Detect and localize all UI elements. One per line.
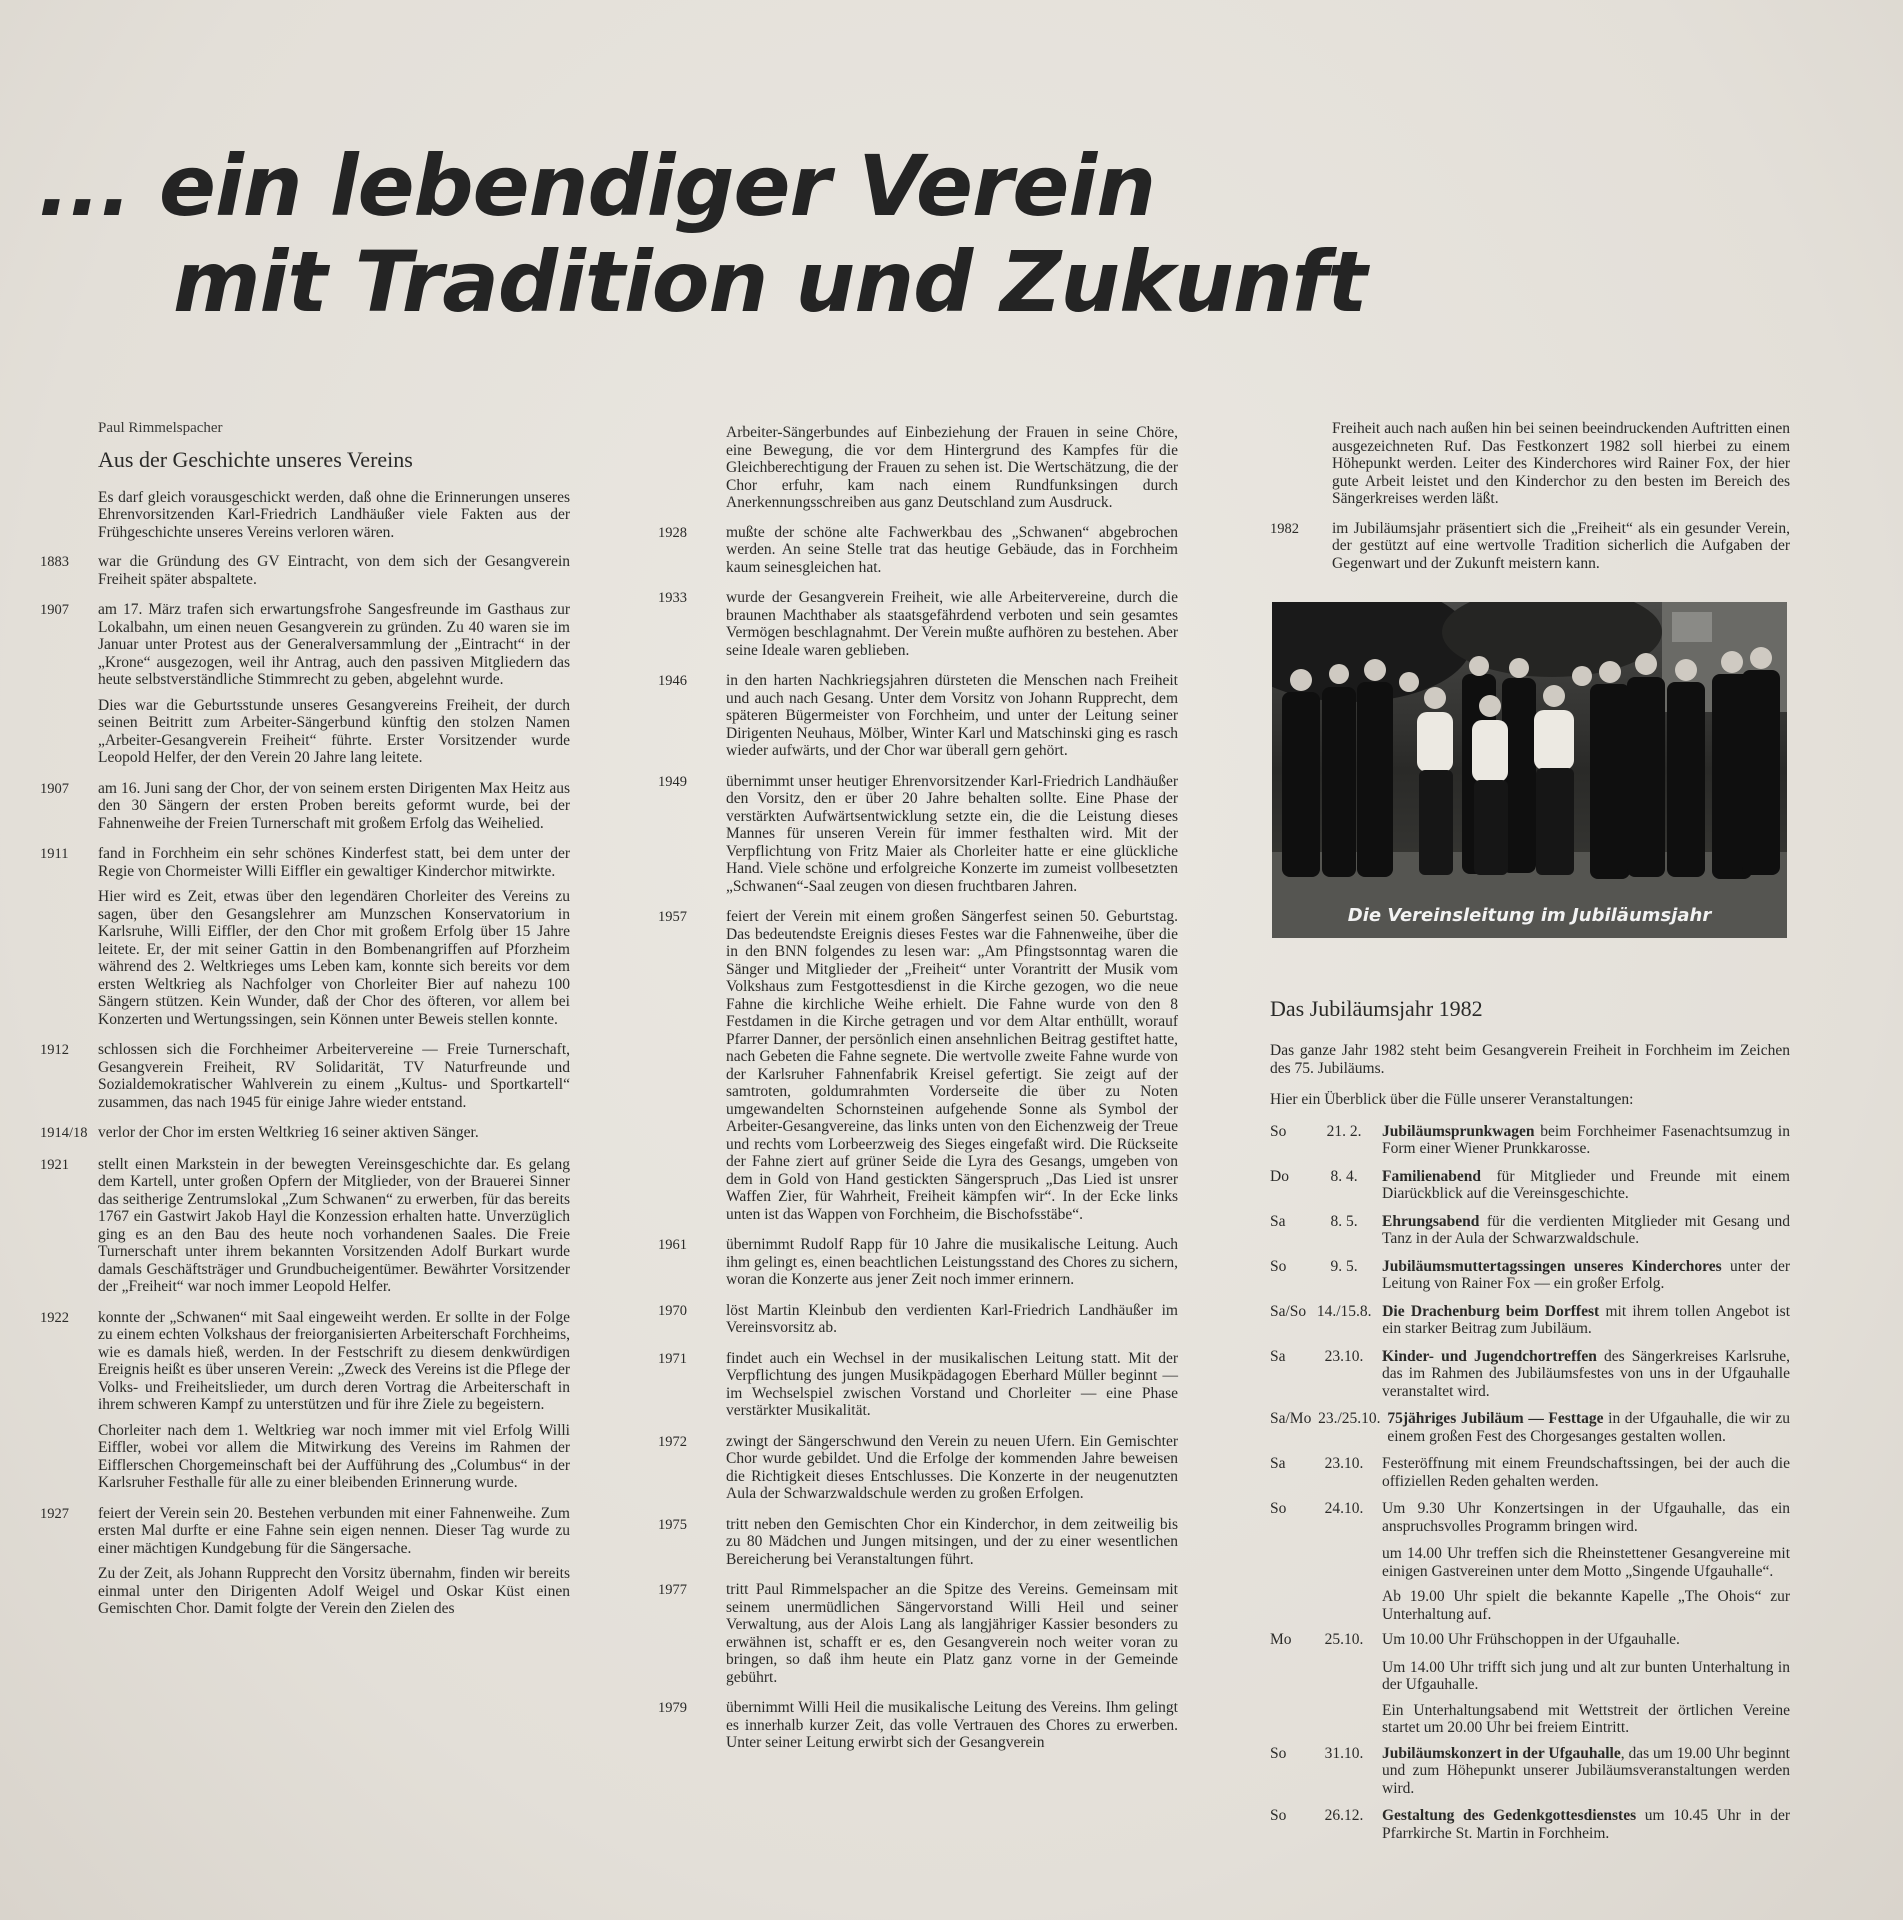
column-3 <box>1270 420 1790 1852</box>
article-intro: Es darf gleich vorausgeschickt werden, daß ohne die Erinnerungen unseres Ehrenvorsitzenden Karl-Friedrich Landhäußer viele Fakten aus der Frühgeschichte unseres Vereins verloren wären. <box>98 488 570 541</box>
event-title: Kinder- und Jugendchortreffen <box>1382 1347 1597 1365</box>
entry-body <box>726 1581 1178 1686</box>
entry-paragraph: mußte der schöne alte Fachwerkbau des „Schwanen“ abgebrochen werden. An seine Stelle trat das heutige Gebäude, das in Forchheim kaum seinesgleichen hat. <box>726 523 1178 576</box>
entry-paragraph: löst Martin Kleinbub den verdienten Karl-Friedrich Landhäußer im Vereinsvorsitz ab. <box>726 1301 1178 1336</box>
event-day: So <box>1270 1257 1287 1275</box>
entry-body <box>98 553 570 588</box>
event-date: 31.10. <box>1324 1744 1364 1762</box>
event-extra: um 14.00 Uhr treffen sich die Rheinstettener Gesangvereine mit einigen Gastvereinen unter dem Motto „Singende Ufgauhalle“. <box>1382 1545 1790 1580</box>
timeline-entry <box>40 780 570 833</box>
timeline-entry <box>658 908 1178 1223</box>
event-extra: Um 14.00 Uhr trifft sich jung und alt zur bunten Unterhaltung in der Ufgauhalle. <box>1382 1658 1790 1693</box>
event-text <box>1382 1455 1790 1490</box>
entry-year: 1928 <box>658 524 687 541</box>
entry-year: 1921 <box>40 1156 69 1173</box>
entry-body <box>98 1041 570 1111</box>
entry-body <box>726 1433 1178 1503</box>
article-heading: Aus der Geschichte unseres Vereins <box>98 446 413 472</box>
timeline-entry <box>40 1124 570 1143</box>
entry-paragraph: verlor der Chor im ersten Weltkrieg 16 seiner aktiven Sänger. <box>98 1124 479 1141</box>
event-text <box>1382 1631 1790 1649</box>
entry-body <box>726 1699 1178 1752</box>
event-description: um 10.45 Uhr in der Pfarrkirche St. Martin in Forchheim. <box>1382 1807 1790 1842</box>
continued-text: Arbeiter-Sängerbundes auf Einbeziehung der Frauen in seine Chöre, eine Bewegung, die vor dem Hintergrund des Kampfes für die Gleichberechtigung der Frauen zu sehen ist. Die Wertschätzung, die der Chor erfuhr, kam nach einem Rundfunksingen durch Anerkennungsschreiben aus ganz Deutschland zum Ausdruck. <box>726 424 1178 511</box>
entry-year: 1957 <box>658 909 687 925</box>
event-description: Festeröffnung mit einem Freundschaftssingen, bei der auch die offiziellen Reden gehalten werden. <box>1382 1455 1790 1490</box>
timeline-entry <box>658 1433 1178 1503</box>
entry-paragraph: konnte der „Schwanen“ mit Saal eingeweiht werden. Er sollte in der Folge zu einem echten Volkshaus der freiorganisierten Arbeiterschaft Forchheims, wie es damals hieß, werden. In der Festschrift zu diesem denkwürdigen Ereignis heißt es über unseren Verein: „Zweck des Vereins ist die Pflege der Volks- und Freiheitslieder, um durch deren Vortrag die Arbeiterschaft in ihrem schweren Kampf zu unterstützen und für ihre Ziele zu begeistern. <box>98 1308 570 1413</box>
jubilee-overview: Hier ein Überblick über die Fülle unserer Veranstaltungen: <box>1270 1091 1634 1108</box>
event-date: 21. 2. <box>1326 1122 1362 1140</box>
entry-year: 1979 <box>658 1700 687 1716</box>
entry-paragraph: in den harten Nachkriegsjahren dürsteten die Menschen nach Freiheit und auch nach Gesang. Unter dem Vorsitz von Johann Rupprecht, dem späteren Bügermeister von Forchheim, und unter der Leitung seiner Dirigenten Neuhaus, Mölber, Winter Karl und Matschinski ging es rasch wieder aufwärts, und der Chor war überall gern gehört. <box>726 672 1178 759</box>
entry-paragraph: tritt Paul Rimmelspacher an die Spitze des Vereins. Gemeinsam mit seinem unermüdlichen Sängervorstand Willi Heil und seiner Verwaltung, aus der Alois Lang als langjähriger Kassier besonders zu erwähnen ist, schafft er es, den Gesangverein noch weiter voran zu bringen, so daß ihm heute ein Platz ganz vorne in der Gemeinde gebührt. <box>726 1581 1178 1686</box>
entry-year: 1982 <box>1270 520 1299 537</box>
timeline-entry <box>658 1302 1178 1337</box>
entry-year: 1961 <box>658 1237 687 1253</box>
group-photo <box>1272 602 1787 938</box>
entry-year: 1922 <box>40 1309 69 1326</box>
event-row <box>1270 1631 1790 1649</box>
entry-body <box>726 1236 1178 1289</box>
event-description: mit ihrem tollen Angebot ist ein starker Beitrag zum Jubiläum. <box>1382 1302 1790 1337</box>
timeline-entry <box>40 1505 570 1618</box>
entry-year: 1975 <box>658 1516 687 1533</box>
event-day: Sa <box>1270 1212 1286 1230</box>
event-description: beim Forchheimer Fasenachtsumzug in Form einer Wiener Prunkkarosse. <box>1382 1122 1790 1157</box>
entry-paragraph: Hier wird es Zeit, etwas über den legendären Chorleiter des Vereins zu sagen, über den Gesangslehrer am Munzschen Konservatorium in Karlsruhe, Willi Eiffler, der den Chor mit großem Erfolg über 15 Jahre leitete. Er, der mit seiner Gattin in den Bombenangriffen auf Pforzheim während des 2. Weltkrieges ums Leben kam, konnte sich bereits vor dem ersten Weltkrieg als Nachfolger von Chorleiter Bier auf nahezu 100 Sängern stützen. Kein Wunder, daß der Chor des öfteren, vor allem bei Konzerten und Wertungssingen, sein Können unter Beweis stellen konnte. <box>98 888 570 1028</box>
timeline-entry <box>658 672 1178 760</box>
timeline-entry <box>658 1350 1178 1420</box>
jubilee-intro: Das ganze Jahr 1982 steht beim Gesangverein Freiheit in Forchheim im Zeichen des 75. Jubiläums. <box>1270 1042 1790 1077</box>
event-day: Sa/So <box>1270 1302 1307 1320</box>
event-description: , das um 19.00 Uhr beginnt und zum Höhepunkt unserer Jubiläumsveranstaltungen werden wird. <box>1382 1744 1790 1797</box>
title-line-1: ... ein lebendiger Verein <box>38 137 1155 235</box>
event-day: Mo <box>1270 1631 1292 1648</box>
event-text <box>1382 1123 1790 1158</box>
entry-body <box>726 1516 1178 1569</box>
entry-paragraph: wurde der Gesangverein Freiheit, wie alle Arbeitervereine, durch die braunen Machthaber als staatsgefährdend verboten und sein gesamtes Vermögen beschlagnahmt. Der Verein mußte aufhören zu bestehen. Aber seine Ideale waren geblieben. <box>726 589 1178 659</box>
event-row <box>1270 1455 1790 1490</box>
entry-paragraph: am 17. März trafen sich erwartungsfrohe Sangesfreunde im Gasthaus zur Lokalbahn, um einen neuen Gesangverein zu gründen. Zu 40 waren sie im Januar unter Protest aus der Generalversammlung der „Eintracht“ in der „Krone“ ausgezogen, weil ihr Antrag, auch den passiven Mitgliedern das heute selbstverständliche Stimmrecht zu geben, abgelehnt wurde. <box>98 601 570 688</box>
event-date: 24.10. <box>1324 1500 1364 1517</box>
timeline-entry <box>40 1156 570 1296</box>
event-date: 14./15.8. <box>1316 1302 1372 1320</box>
event-row <box>1270 1168 1790 1203</box>
event-text <box>1382 1213 1790 1248</box>
entry-year: 1977 <box>658 1582 687 1598</box>
event-text <box>1382 1745 1790 1798</box>
entry-year: 1949 <box>658 773 687 790</box>
entry-body <box>98 845 570 1028</box>
event-description: für die verdienten Mitglieder mit Gesang und Tanz in der Aula der Schwarzwaldschule. <box>1382 1212 1790 1247</box>
timeline-col-1 <box>40 553 570 1618</box>
timeline-entry <box>658 1581 1178 1686</box>
entry-paragraph: Dies war die Geburtsstunde unseres Gesangvereins Freiheit, der durch seinen Beitritt zum Arbeiter-Sängerbund künftig den stolzen Namen „Arbeiter-Gesangverein Freiheit“ führte. Erster Vorsitzender wurde Leopold Helfer, der den Verein 20 Jahre lang leitete. <box>98 696 570 766</box>
entry-year: 1907 <box>40 780 69 797</box>
event-day: Sa/Mo <box>1270 1410 1312 1427</box>
event-date: 23.10. <box>1324 1455 1364 1472</box>
author: Paul Rimmelspacher <box>98 420 223 436</box>
event-date: 25.10. <box>1324 1631 1364 1648</box>
entry-paragraph: im Jubiläumsjahr präsentiert sich die „Freiheit“ als ein gesunder Verein, der gestützt auf eine wertvolle Tradition sicherlich die Aufgaben der Gegenwart und der Zukunft meistern kann. <box>1332 519 1790 572</box>
entry-year: 1912 <box>40 1042 69 1058</box>
entry-year: 1927 <box>40 1505 69 1522</box>
column-2 <box>658 424 1178 1765</box>
event-description: unter der Leitung von Rainer Fox — ein großer Erfolg. <box>1382 1257 1790 1292</box>
event-day: So <box>1270 1122 1287 1140</box>
entry-body <box>726 1350 1178 1420</box>
event-day: Sa <box>1270 1347 1286 1365</box>
event-day: So <box>1270 1807 1287 1824</box>
entry-paragraph: war die Gründung des GV Eintracht, von dem sich der Gesangverein Freiheit später abspaltete. <box>98 553 570 588</box>
group-photo-image <box>1272 602 1787 938</box>
entry-paragraph: schlossen sich die Forchheimer Arbeitervereine — Freie Turnerschaft, Gesangverein Freiheit, RV Solidarität, TV Naturfreunde und Sozialdemokratischer Wahlverein zu einem „Kultus- und Sportkartell“ zusammen, das nach 1945 für einige Jahre wieder entstand. <box>98 1041 570 1111</box>
event-row <box>1270 1348 1790 1401</box>
event-description: in der Ufgauhalle, die wir zu einem großen Fest des Chorgesanges gestalten wollen. <box>1387 1410 1790 1445</box>
event-day: Sa <box>1270 1455 1286 1472</box>
timeline-entry <box>658 1236 1178 1289</box>
entry-paragraph: tritt neben den Gemischten Chor ein Kinderchor, in dem zeitweilig bis zu 80 Mädchen und Jungen mitsingen, und der zu einer wesentlichen Bereicherung bei Veranstaltungen führt. <box>726 1515 1178 1568</box>
event-description: Um 10.00 Uhr Frühschoppen in der Ufgauhalle. <box>1382 1631 1680 1648</box>
entry-body <box>726 672 1178 760</box>
event-text <box>1382 1500 1790 1535</box>
entry-paragraph: fand in Forchheim ein sehr schönes Kinderfest statt, bei dem unter der Regie von Chormeister Willi Eiffler ein gewaltiger Kinderchor mitwirkte. <box>98 845 570 880</box>
entry-body <box>98 1309 570 1492</box>
entry-paragraph: übernimmt unser heutiger Ehrenvorsitzender Karl-Friedrich Landhäußer den Vorsitz, den er über 20 Jahre behalten sollte. Eine Phase der verstärkten Aufwärtsentwicklung setzte ein, die die Leistung dieses Mannes für unseren Verein für immer festhalten wird. Mit der Verpflichtung von Fritz Maier als Chorleiter hatte er eine glückliche Hand. Viele schöne und erfolgreiche Konzerte im zumeist vollbesetzten „Schwanen“-Saal zeugen von diesen fruchtbaren Jahren. <box>726 772 1178 895</box>
event-text <box>1387 1410 1790 1445</box>
event-row <box>1270 1410 1790 1445</box>
entry-body <box>98 1505 570 1618</box>
entry-year: 1946 <box>658 673 687 689</box>
event-row <box>1270 1213 1790 1248</box>
page-title <box>38 138 1438 330</box>
event-title: Jubiläumskonzert in der Ufgauhalle <box>1382 1744 1621 1762</box>
event-title: Die Drachenburg beim Dorffest <box>1382 1302 1600 1320</box>
entry-year: 1933 <box>658 590 687 606</box>
event-row <box>1270 1807 1790 1842</box>
jubilee-heading: Das Jubiläumsjahr 1982 <box>1270 996 1483 1021</box>
entry-year: 1883 <box>40 554 69 570</box>
event-row <box>1270 1745 1790 1798</box>
timeline-entry <box>658 1516 1178 1569</box>
event-date: 8. 4. <box>1330 1167 1358 1185</box>
entry-year: 1971 <box>658 1350 687 1367</box>
timeline-entry <box>40 1041 570 1111</box>
column-1 <box>40 420 570 1631</box>
timeline-entry <box>658 589 1178 659</box>
timeline-entry <box>40 1309 570 1492</box>
event-date: 23./25.10. <box>1318 1410 1381 1427</box>
event-day: So <box>1270 1744 1287 1762</box>
event-row <box>1270 1500 1790 1535</box>
entry-paragraph: feiert der Verein mit einem großen Sängerfest seinen 50. Geburtstag. Das bedeutendste Ereignis dieses Festes war die Fahnenweihe, über die in den BNN folgendes zu lesen war: „Am Pfingstsonntag waren die Sänger und Mitglieder der „Freiheit“ unter Vorantritt der Musik vom Volkshaus zum Festgottesdienst in die Kirche gezogen, wo die neue Fahne die kirchliche Weihe erhielt. Die Fahne wurde von den 8 Festdamen in die Kirche getragen und vor dem Altar enthüllt, worauf Pfarrer Danner, der persönlich einen ansehnlichen Beitrag gestiftet hatte, nach Gebeten die Fahne segnete. Die wertvolle zweite Fahne wurde von der Karlsruher Fahnenfabrik Kreisel gefertigt. Sie zeigt auf der samtroten, goldumrahmten Vorderseite die über zu Noten umgewandelten Schornsteinen aufgehende Sonne als Symbol der Arbeiter-Gesangvereine, das links unten von den Eichenzweig der Treue und rechts vom Lorbeerzweig des Sieges eingefaßt wird. Die Rückseite der Fahne ziert auf grüner Seide die Lyra des Gesangs, umgeben von dem in Gold von Hand gestickten Sängerspruch „Das Lied ist unsrer Waffen Zier, für Wahrheit, Freiheit kämpfen wir“. In der Ecke links unten ist das Wappen von Forchheim, die Bischofsstäbe“. <box>726 908 1178 1223</box>
title-line-2: mit Tradition und Zukunft <box>173 233 1367 331</box>
timeline-entry <box>40 601 570 767</box>
entry-body <box>726 1302 1178 1337</box>
event-date: 23.10. <box>1324 1347 1364 1365</box>
event-title: Jubiläumsmuttertagssingen unseres Kinderchores <box>1382 1257 1722 1275</box>
entry-paragraph: am 16. Juni sang der Chor, der von seinem ersten Dirigenten Max Heitz aus den 30 Sängern der ersten Proben bereits geformt wurde, bei der Fahnenweihe der Freien Turnerschaft mit großem Erfolg das Weihelied. <box>98 779 570 832</box>
timeline-entry <box>658 773 1178 896</box>
event-date: 9. 5. <box>1330 1257 1358 1275</box>
entry-year: 1911 <box>40 846 69 862</box>
event-title: Familienabend <box>1382 1167 1482 1185</box>
event-title: Ehrungsabend <box>1382 1212 1480 1230</box>
event-day: So <box>1270 1500 1287 1517</box>
entry-body <box>98 1156 570 1296</box>
entry-year: 1972 <box>658 1433 687 1450</box>
timeline-entry <box>40 553 570 588</box>
event-day: Do <box>1270 1167 1289 1185</box>
entry-body <box>726 773 1178 896</box>
event-list <box>1270 1123 1790 1843</box>
event-text <box>1382 1258 1790 1293</box>
entry-year: 1970 <box>658 1302 687 1319</box>
entry-body <box>1332 520 1790 573</box>
entry-paragraph: Zu der Zeit, als Johann Rupprecht den Vorsitz übernahm, finden wir bereits einmal unter den Dirigenten Adolf Weigel und Oskar Küst einen Gemischten Chor. Damit folgte der Verein den Zielen des <box>98 1565 570 1617</box>
entry-paragraph: feiert der Verein sein 20. Bestehen verbunden mit einer Fahnenweihe. Zum ersten Mal durfte er eine Fahne sein eigen nennen. Dieser Tag wurde zu einer mächtigen Kundgebung für die Sängersache. <box>98 1504 570 1557</box>
entry-body <box>726 589 1178 659</box>
photo-caption: Die Vereinsleitung im Jubiläumsjahr <box>1347 904 1712 926</box>
event-description: für Mitglieder und Freunde mit einem Diarückblick auf die Vereinsgeschichte. <box>1382 1167 1790 1202</box>
event-description: des Sängerkreises Karlsruhe, das im Rahmen des Jubiläumsfestes von uns in der Ufgauhalle veranstaltet wird. <box>1382 1347 1790 1400</box>
entry-paragraph: Chorleiter nach dem 1. Weltkrieg war noch immer mit viel Erfolg Willi Eiffler, wobei vor allem die Mitwirkung des Vereins im Rahmen der Eifflerschen Chorgemeinschaft bei der Aufführung des „Columbus“ in der Karlsruher Festhalle für alle zu einer bleibenden Erinnerung wurde. <box>98 1421 570 1491</box>
event-date: 8. 5. <box>1330 1212 1358 1230</box>
event-row <box>1270 1258 1790 1293</box>
event-extra: Ab 19.00 Uhr spielt die bekannte Kapelle „The Ohois“ zur Unterhaltung auf. <box>1382 1588 1790 1623</box>
timeline-col-2 <box>658 524 1178 1752</box>
event-description: Um 9.30 Uhr Konzertsingen in der Ufgauhalle, das ein anspruchsvolles Programm bringen wird. <box>1382 1500 1790 1535</box>
event-title: Jubiläumsprunkwagen <box>1382 1122 1535 1140</box>
event-title: 75jähriges Jubiläum — Festtage <box>1387 1410 1604 1427</box>
entry-body <box>726 908 1178 1223</box>
event-row <box>1270 1123 1790 1158</box>
continued-text: Freiheit auch nach außen hin bei seinen beeindruckenden Auftritten einen ausgezeichneten Ruf. Das Festkonzert 1982 soll hierbei zu einem Höhepunkt werden. Leiter des Kinderchores wird Rainer Fox, der hier gute Arbeit leistet und den Kinderchor zu den besten im Bereich des Sängerkreises werden läßt. <box>1332 420 1790 507</box>
entry-paragraph: übernimmt Rudolf Rapp für 10 Jahre die musikalische Leitung. Auch ihm gelingt es, einen beachtlichen Leistungsstand des Chores zu sichern, woran die Konzerte aus jener Zeit noch immer erinnern. <box>726 1236 1178 1288</box>
entry-paragraph: findet auch ein Wechsel in der musikalischen Leitung statt. Mit der Verpflichtung des jungen Musikpädagogen Eberhard Müller beginnt — im Wechselspiel zwischen Vorstand und Chorleiter — eine Phase verstärkter Musikalität. <box>726 1349 1178 1419</box>
entry-body <box>98 601 570 767</box>
entry-body <box>98 780 570 833</box>
event-text <box>1382 1807 1790 1842</box>
entry-body <box>726 524 1178 577</box>
timeline-col-3 <box>1270 520 1790 573</box>
event-text <box>1382 1168 1790 1203</box>
entry-paragraph: übernimmt Willi Heil die musikalische Leitung des Vereins. Ihm gelingt es innerhalb kurzer Zeit, das volle Vertrauen des Chores zu erwerben. Unter seiner Leitung erwirbt sich der Gesangverein <box>726 1699 1178 1751</box>
timeline-entry <box>1270 520 1790 573</box>
event-title: Gestaltung des Gedenkgottesdienstes <box>1382 1807 1637 1824</box>
timeline-entry <box>40 845 570 1028</box>
entry-body <box>98 1124 570 1143</box>
timeline-entry <box>658 1699 1178 1752</box>
event-date: 26.12. <box>1324 1807 1364 1824</box>
event-text <box>1382 1303 1790 1338</box>
entry-paragraph: stellt einen Markstein in der bewegten Vereinsgeschichte dar. Es gelang dem Kartell, unter großen Opfern der Mitglieder, von der Brauerei Sinner das seitherige Zentrumslokal „Zum Schwanen“ zu erwerben, für das bereits 1767 ein Gastwirt Jakob Hayl die Konzession erhalten hatte. Unverzüglich ging es an den Bau des heute noch vorhandenen Saales. Die Freie Turnerschaft unter ihrem bekannten Vorsitzenden Adolf Burkart wurde damals Geschäftsträger und Grundbucheigentümer. Bewährter Vorsitzender der „Freiheit“ war noch immer Leopold Helfer. <box>98 1155 570 1295</box>
event-row <box>1270 1303 1790 1338</box>
entry-paragraph: zwingt der Sängerschwund den Verein zu neuen Ufern. Ein Gemischter Chor wurde gebildet. Und die Erfolge der kommenden Jahre beweisen die Richtigkeit dieses Entschlusses. Die Konzerte in der neugenutzten Aula der Schwarzwaldschule werden zu großen Erfolgen. <box>726 1432 1178 1502</box>
event-text <box>1382 1348 1790 1401</box>
entry-year: 1914/18 <box>40 1125 88 1141</box>
event-extra: Ein Unterhaltungsabend mit Wettstreit der örtlichen Vereine startet um 20.00 Uhr bei freiem Eintritt. <box>1382 1701 1790 1736</box>
timeline-entry <box>658 524 1178 577</box>
entry-year: 1907 <box>40 602 69 618</box>
